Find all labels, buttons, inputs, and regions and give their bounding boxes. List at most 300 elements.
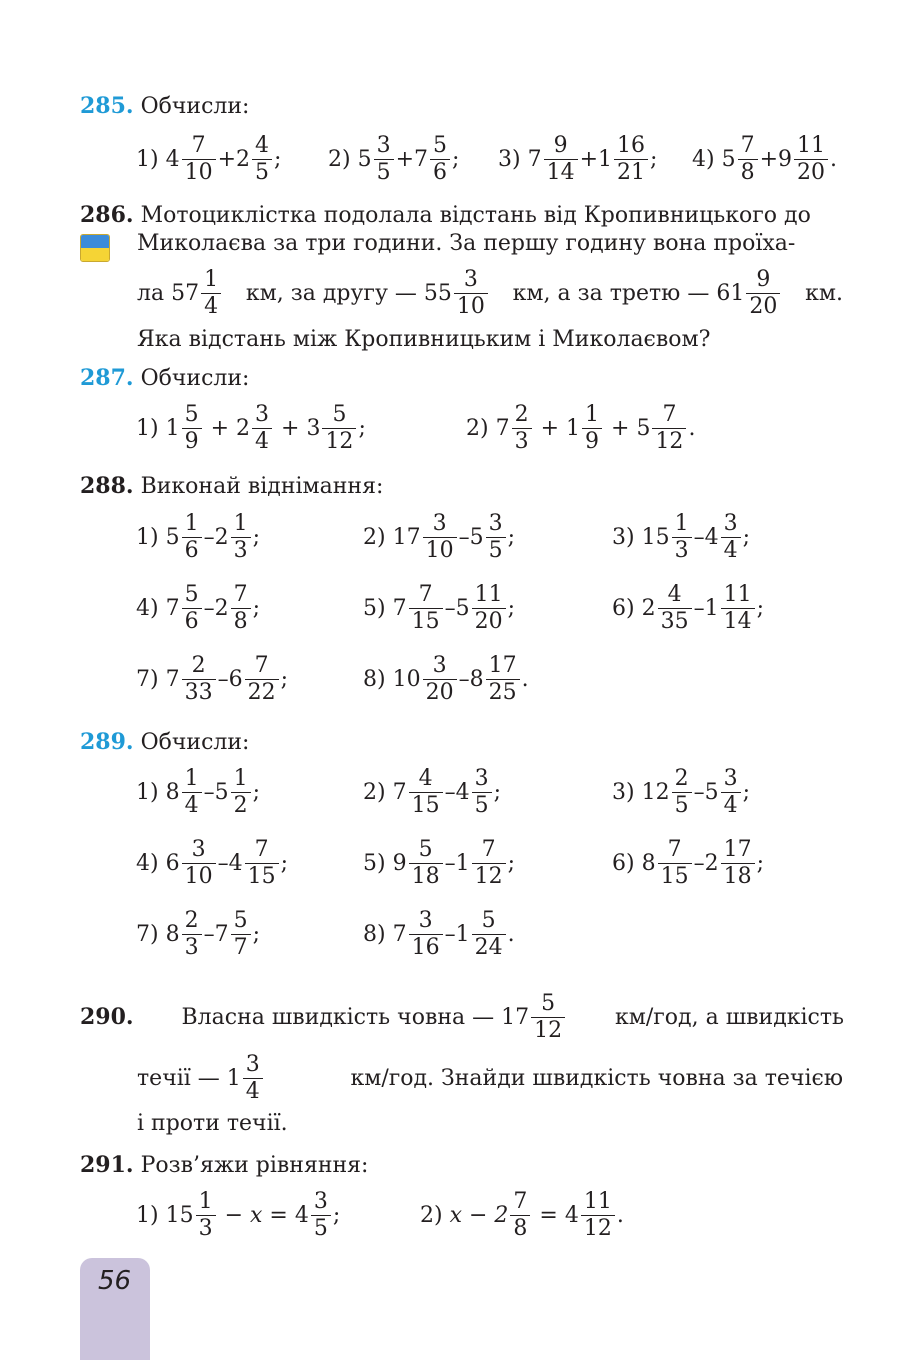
whole: 1 (455, 921, 470, 947)
expression-item (136, 644, 288, 714)
item-label: 1) (136, 1202, 159, 1228)
denominator: 25 (486, 679, 520, 706)
denominator: 20 (746, 293, 780, 320)
whole: 6 (165, 850, 180, 876)
punct: ; (274, 146, 282, 172)
punct: ; (452, 146, 460, 172)
expression-item (612, 828, 764, 898)
denominator: 12 (322, 428, 356, 455)
fraction (182, 653, 216, 706)
expression-item (328, 124, 459, 194)
whole: 7 (392, 595, 407, 621)
expression-item (612, 757, 750, 827)
whole: 4 (704, 524, 719, 550)
numerator: 3 (418, 907, 433, 933)
fraction (423, 653, 457, 706)
whole: 4 (455, 779, 470, 805)
item-label: 1) (136, 524, 159, 550)
item-label: 4) (136, 595, 159, 621)
item-label: 4) (692, 146, 715, 172)
whole: 7 (495, 415, 510, 441)
expression-item (363, 757, 501, 827)
item-label: 8) (363, 666, 386, 692)
item-label: 2) (466, 415, 489, 441)
numerator: 5 (332, 401, 347, 427)
punct: ; (252, 779, 261, 805)
exercise-instruction: Обчисли: (140, 366, 250, 391)
expression-item: 1) 1 $\frac{5}{9}$ + 2 $\frac{3}{4}$ + 3 $\frac{5}{12}$ ; (136, 401, 366, 454)
whole: 7 (392, 779, 407, 805)
expression: x − 2 (449, 1202, 509, 1228)
numerator: 3 (255, 401, 270, 427)
fraction (658, 837, 692, 890)
numerator: 2 (184, 907, 199, 933)
denominator: 3 (512, 428, 532, 455)
exercise-285-heading (80, 92, 249, 121)
fraction (512, 402, 532, 455)
fraction (252, 133, 272, 186)
expression-item (612, 502, 750, 572)
operator: – (203, 921, 215, 947)
denominator: 6 (182, 608, 202, 635)
item-label: 2) (363, 524, 386, 550)
numerator: 7 (254, 652, 269, 678)
whole: 9 (392, 850, 407, 876)
whole: 8 (165, 779, 180, 805)
operator: = (539, 1202, 558, 1228)
numerator: 16 (617, 132, 646, 158)
fraction (652, 402, 686, 455)
expression-item (136, 124, 281, 194)
denominator: 18 (409, 863, 443, 890)
exercise-number: 285. (80, 93, 134, 119)
item-label: 3) (498, 146, 521, 172)
denominator: 24 (472, 934, 506, 961)
whole: 5 (357, 146, 372, 172)
denominator: 33 (182, 679, 216, 706)
denominator: 12 (531, 1017, 565, 1044)
numerator: 5 (481, 907, 496, 933)
whole: 2 (236, 146, 251, 172)
item-label: 2) (363, 779, 386, 805)
denominator: 8 (231, 608, 251, 635)
numerator: 9 (756, 266, 771, 292)
numerator: 3 (245, 1051, 260, 1077)
denominator: 7 (231, 934, 251, 961)
whole: 2 (214, 595, 229, 621)
punct: ; (332, 1202, 341, 1228)
denominator: 20 (794, 159, 828, 186)
numerator: 1 (674, 510, 689, 536)
fraction (182, 511, 202, 564)
whole: 8 (641, 850, 656, 876)
whole: 8 (165, 921, 180, 947)
exercise-290-line1 (80, 982, 844, 1052)
denominator: 4 (252, 428, 272, 455)
numerator: 3 (723, 765, 738, 791)
fraction (409, 766, 443, 819)
fraction (374, 133, 394, 186)
item-label: 1) (136, 779, 159, 805)
whole: 5 (455, 595, 470, 621)
denominator: 15 (409, 792, 443, 819)
punct: ; (493, 779, 502, 805)
numerator: 7 (513, 1188, 528, 1214)
numerator: 3 (313, 1188, 328, 1214)
punct: ; (280, 850, 289, 876)
expression-item (136, 502, 260, 572)
punct: ; (756, 850, 765, 876)
item-label: 1) (136, 415, 159, 441)
punct: ; (280, 666, 289, 692)
whole: 7 (414, 146, 429, 172)
whole: 1 (455, 850, 470, 876)
fraction (472, 582, 506, 635)
fraction (472, 837, 506, 890)
fraction (486, 511, 506, 564)
denominator: 22 (245, 679, 279, 706)
operator: – (203, 779, 215, 805)
denominator: 9 (182, 428, 202, 455)
numerator: 3 (723, 510, 738, 536)
denominator: 15 (409, 608, 443, 635)
problem-text: і проти течії. (137, 1111, 288, 1136)
expression-item (363, 573, 515, 643)
fraction (721, 766, 741, 819)
denominator: 12 (581, 1215, 615, 1242)
problem-text: Власна швидкість човна — 17 (181, 1004, 530, 1030)
fraction (721, 837, 755, 890)
operator: – (693, 524, 705, 550)
numerator: 5 (184, 581, 199, 607)
numerator: 3 (474, 765, 489, 791)
expression-item (612, 573, 764, 643)
fraction (582, 402, 602, 455)
numerator: 3 (432, 652, 447, 678)
expression-item (136, 828, 288, 898)
whole: 1 (566, 415, 581, 441)
problem-text: ла 57 (137, 280, 200, 306)
denominator: 21 (614, 159, 648, 186)
numerator: 11 (797, 132, 826, 158)
denominator: 6 (430, 159, 450, 186)
item-label: 8) (363, 921, 386, 947)
denominator: 5 (311, 1215, 331, 1242)
whole: 5 (721, 146, 736, 172)
whole: 7 (214, 921, 229, 947)
punct: ; (650, 146, 658, 172)
exercise-number: 286. (80, 202, 134, 228)
expression-item (363, 899, 515, 969)
numerator: 9 (553, 132, 568, 158)
problem-text: Яка відстань між Кропивницьким і Миколаєвом? (137, 327, 711, 352)
numerator: 4 (667, 581, 682, 607)
denominator: 20 (472, 608, 506, 635)
whole: 1 (598, 146, 613, 172)
numerator: 3 (488, 510, 503, 536)
operator: – (693, 779, 705, 805)
problem-text: км/год, а швидкість (615, 1004, 844, 1030)
numerator: 2 (674, 765, 689, 791)
expression-item (363, 644, 529, 714)
punct: ; (756, 595, 765, 621)
denominator: 10 (182, 159, 216, 186)
exercise-instruction: Виконай віднімання: (140, 474, 384, 499)
exercise-288-heading (80, 472, 383, 501)
whole: 4 (228, 850, 243, 876)
fraction (409, 837, 443, 890)
expression-item (363, 828, 515, 898)
whole: 2 (704, 850, 719, 876)
numerator: 7 (662, 401, 677, 427)
fraction (423, 511, 457, 564)
fraction (182, 133, 216, 186)
whole: 5 (165, 524, 180, 550)
item-label: 3) (612, 524, 635, 550)
fraction (409, 908, 443, 961)
denominator: 3 (231, 537, 251, 564)
whole: 4 (165, 146, 180, 172)
numerator: 1 (184, 765, 199, 791)
punct: ; (252, 921, 261, 947)
problem-text: км, а за третю — 61 (512, 280, 745, 306)
denominator: 10 (454, 293, 488, 320)
operator: + (579, 146, 599, 172)
whole: 7 (165, 666, 180, 692)
denominator: 5 (486, 537, 506, 564)
exercise-number: 289. (80, 729, 134, 755)
punct: ; (742, 524, 751, 550)
punct: ; (358, 415, 366, 441)
denominator: 4 (721, 792, 741, 819)
exercise-286-line1 (80, 201, 811, 230)
numerator: 5 (541, 990, 556, 1016)
punct: . (616, 1202, 624, 1228)
numerator: 7 (667, 836, 682, 862)
whole: 15 (641, 524, 670, 550)
denominator: 3 (672, 537, 692, 564)
denominator: 4 (201, 293, 221, 320)
denominator: 5 (374, 159, 394, 186)
whole: 7 (165, 595, 180, 621)
fraction (721, 511, 741, 564)
whole: 3 (306, 415, 321, 441)
denominator: 8 (510, 1215, 530, 1242)
fraction (738, 133, 758, 186)
operator: – (444, 850, 456, 876)
whole: 2 (236, 415, 251, 441)
whole: 12 (641, 779, 670, 805)
denominator: 5 (472, 792, 492, 819)
operator: – (693, 850, 705, 876)
item-label: 5) (363, 850, 386, 876)
fraction (322, 402, 356, 455)
fraction (658, 582, 692, 635)
problem-text: течії — 1 (137, 1065, 241, 1091)
exercise-287-heading (80, 364, 249, 393)
fraction (544, 133, 578, 186)
fraction (231, 766, 251, 819)
denominator: 14 (721, 608, 755, 635)
page-number: 56 (98, 1266, 132, 1296)
operator: – (693, 595, 705, 621)
operator: + (759, 146, 779, 172)
operator: – (203, 595, 215, 621)
numerator: 3 (376, 132, 391, 158)
fraction (472, 908, 506, 961)
whole: 2 (214, 524, 229, 550)
numerator: 5 (418, 836, 433, 862)
numerator: 7 (191, 132, 206, 158)
denominator: 8 (738, 159, 758, 186)
denominator: 12 (652, 428, 686, 455)
punct: . (688, 415, 696, 441)
fraction (182, 582, 202, 635)
problem-text: км, за другу — 55 (245, 280, 452, 306)
denominator: 6 (182, 537, 202, 564)
whole: 4 (564, 1202, 579, 1228)
numerator: 1 (198, 1188, 213, 1214)
whole: 17 (392, 524, 421, 550)
punct: ; (507, 595, 516, 621)
item-label: 2) (328, 146, 351, 172)
numerator: 11 (583, 1188, 612, 1214)
exercise-289-heading (80, 728, 249, 757)
whole: 10 (392, 666, 421, 692)
fraction (672, 511, 692, 564)
whole: 6 (228, 666, 243, 692)
whole: 1 (165, 415, 180, 441)
numerator: 17 (723, 836, 752, 862)
numerator: 11 (723, 581, 752, 607)
fraction (182, 402, 202, 455)
denominator: 5 (252, 159, 272, 186)
numerator: 5 (184, 401, 199, 427)
numerator: 7 (418, 581, 433, 607)
fraction (231, 908, 251, 961)
expression-item (136, 573, 260, 643)
numerator: 2 (514, 401, 529, 427)
numerator: 5 (433, 132, 448, 158)
denominator: 2 (231, 792, 251, 819)
punct: ; (507, 524, 516, 550)
item-label: 7) (136, 921, 159, 947)
fraction (721, 582, 755, 635)
operator: – (458, 524, 470, 550)
denominator: 10 (423, 537, 457, 564)
denominator: 12 (472, 863, 506, 890)
denominator: 4 (721, 537, 741, 564)
fraction (182, 837, 216, 890)
fraction (430, 133, 450, 186)
punct: . (521, 666, 529, 692)
exercise-instruction: Розв’яжи рівняння: (140, 1153, 369, 1178)
punct: ; (742, 779, 751, 805)
fraction (409, 582, 443, 635)
punct: . (830, 146, 838, 172)
denominator: 10 (182, 863, 216, 890)
denominator: 4 (243, 1078, 263, 1105)
exercise-number: 287. (80, 365, 134, 391)
whole: 5 (469, 524, 484, 550)
whole: 5 (704, 779, 719, 805)
equation-2 (420, 1180, 624, 1250)
numerator: 17 (488, 652, 517, 678)
fraction (231, 511, 251, 564)
numerator: 3 (432, 510, 447, 536)
fraction (794, 133, 828, 186)
whole: 5 (214, 779, 229, 805)
numerator: 3 (463, 266, 478, 292)
punct: ; (252, 595, 261, 621)
numerator: 4 (255, 132, 270, 158)
whole: 2 (641, 595, 656, 621)
operator: – (444, 779, 456, 805)
denominator: 3 (182, 934, 202, 961)
numerator: 7 (254, 836, 269, 862)
problem-text: км. (805, 280, 843, 306)
denominator: 20 (423, 679, 457, 706)
equation-1 (136, 1180, 340, 1250)
ukraine-flag-icon (80, 234, 110, 262)
whole: 1 (704, 595, 719, 621)
numerator: 3 (191, 836, 206, 862)
problem-text: Мотоциклістка подолала відстань від Кропивницького до (140, 203, 811, 228)
fraction (486, 653, 520, 706)
exercise-instruction: Обчисли: (140, 94, 250, 119)
exercise-instruction: Обчисли: (140, 730, 250, 755)
denominator: 4 (182, 792, 202, 819)
punct: ; (252, 524, 261, 550)
whole: 15 (165, 1202, 194, 1228)
numerator: 5 (233, 907, 248, 933)
operator: – (217, 850, 229, 876)
exercise-number: 291. (80, 1152, 134, 1178)
exercise-number: 288. (80, 473, 134, 499)
numerator: 7 (740, 132, 755, 158)
numerator: 2 (191, 652, 206, 678)
denominator: 15 (658, 863, 692, 890)
fraction (472, 766, 492, 819)
fraction (182, 766, 202, 819)
denominator: 5 (672, 792, 692, 819)
expression-item (136, 757, 260, 827)
whole: 8 (469, 666, 484, 692)
denominator: 9 (582, 428, 602, 455)
fraction (614, 133, 648, 186)
item-label: 6) (612, 595, 635, 621)
numerator: 4 (418, 765, 433, 791)
expression-item (136, 899, 260, 969)
item-label: 1) (136, 146, 159, 172)
exercise-286-line3 (137, 258, 843, 328)
operator: – (444, 595, 456, 621)
fraction (245, 653, 279, 706)
numerator: 7 (481, 836, 496, 862)
whole: 9 (778, 146, 793, 172)
denominator: 16 (409, 934, 443, 961)
exercise-number: 290. (80, 1004, 134, 1030)
operator: − x = (224, 1202, 288, 1228)
fraction (182, 908, 202, 961)
fraction (231, 582, 251, 635)
denominator: 18 (721, 863, 755, 890)
operator: – (444, 921, 456, 947)
item-label: 7) (136, 666, 159, 692)
expression-item (498, 124, 657, 194)
whole: 7 (527, 146, 542, 172)
item-label: 4) (136, 850, 159, 876)
